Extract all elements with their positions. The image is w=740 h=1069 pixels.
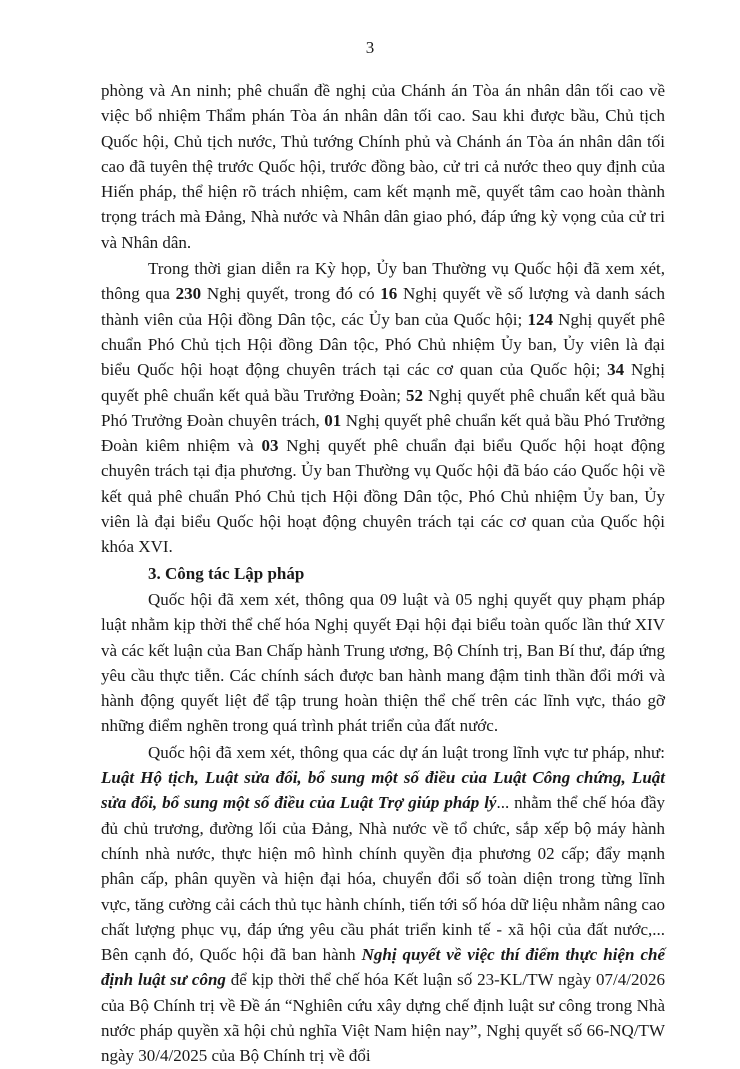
count-local-delegate-resolutions: 03 [261,436,279,456]
paragraph-continuation: phòng và An ninh; phê chuẩn đề nghị của Chánh án Tòa án nhân dân tối cao về việc bổ nhiệm Thẩm phán Tòa án nhân dân tối cao. Sau khi được bầu, Chủ tịch Quốc hội, Chủ tịch nước, Thủ tướng Chính phủ và Chánh án Tòa án nhân dân tối cao đã tuyên thệ trước Quốc hội, trước đồng bào, cử tri cả nước theo quy định của Hiến pháp, thể hiện rõ trách nhiệm, cam kết mạnh mẽ, quyết tâm cao hoàn thành trọng trách mà Đảng, Nhà nước và Nhân dân giao phó, đáp ứng kỳ vọng của cử tri và Nhân dân. [101,81,665,252]
paragraph-judicial-laws: Quốc hội đã xem xét, thông qua các dự án luật trong lĩnh vực tư pháp, như: Luật Hộ tịch, Luật sửa đổi, bổ sung một số điều của Luật Công chứng, Luật sửa đổi, bổ sung một số điều của Luật Trợ giúp pháp lý... nhằm thể chế hóa đầy đủ chủ trương, đường lối của Đảng, Nhà nước về tổ chức, sắp xếp bộ máy hành chính nhà nước, thực hiện mô hình chính quyền địa phương 02 cấp; đẩy mạnh phân cấp, phân quyền và hiện đại hóa, chuyển đổi số toàn diện trong từng lĩnh vực, tăng cường cải cách thủ tục hành chính, tiến tới số hóa dữ liệu nhằm nâng cao chất lượng phục vụ, đáp ứng yêu cầu phát triển kinh tế - xã hội của đất nước,... Bên cạnh đó, Quốc hội đã ban hành Nghị quyết về việc thí điểm thực hiện chế định luật sư công để kịp thời thể chế hóa Kết luận số 23-KL/TW ngày 07/4/2026 của Bộ Chính trị về Đề án “Nghiên cứu xây dựng chế định luật sư công trong Nhà nước pháp quyền xã hội chủ nghĩa Việt Nam hiện nay”, Nghị quyết số 66-NQ/TW ngày 30/4/2025 của Bộ Chính trị về đổi [101,742,665,1066]
count-approval-resolutions: 124 [527,309,553,329]
resolution-title-emphasis: Nghị quyết về việc thí điểm thực hiện chế định luật sư công [101,945,665,990]
count-delegation-head-resolutions: 34 [607,360,625,380]
law-titles-emphasis: Luật Hộ tịch, Luật sửa đổi, bổ sung một số điều của Luật Công chứng, Luật sửa đổi, bổ sung một số điều của Luật Trợ giúp pháp lý [101,768,665,813]
paragraph-legislation-overview: Quốc hội đã xem xét, thông qua 09 luật và 05 nghị quyết quy phạm pháp luật nhằm kịp thời thể chế hóa Nghị quyết Đại hội đại biểu toàn quốc lần thứ XIV và các kết luận của Ban Chấp hành Trung ương, Bộ Chính trị, Ban Bí thư, đáp ứng yêu cầu thực tiễn. Các chính sách được ban hành mang đậm tinh thần đổi mới và hành động quyết liệt để tập trung hoàn thiện thể chế trên các lĩnh vực, tháo gỡ những điểm nghẽn trong quá trình phát triển của đất nước. [101,589,665,736]
count-membership-resolutions: 16 [380,284,398,304]
count-total-resolutions: 230 [175,284,202,304]
paragraph-standing-committee-resolutions: Trong thời gian diễn ra Kỳ họp, Ủy ban Thường vụ Quốc hội đã xem xét, thông qua 230 Nghị quyết, trong đó có 16 Nghị quyết về số lượng và danh sách thành viên của Hội đồng Dân tộc, các Ủy ban của Quốc hội; 124 Nghị quyết phê chuẩn Phó Chủ tịch Hội đồng Dân tộc, Phó Chủ nhiệm Ủy ban, Ủy viên là đại biểu Quốc hội hoạt động chuyên trách tại các cơ quan của Quốc hội; 34 Nghị quyết phê chuẩn kết quả bầu Trưởng Đoàn; 52 Nghị quyết phê chuẩn kết quả bầu Phó Trưởng Đoàn chuyên trách, 01 Nghị quyết phê chuẩn kết quả bầu Phó Trưởng Đoàn kiêm nhiệm và 03 Nghị quyết phê chuẩn đại biểu Quốc hội hoạt động chuyên trách tại địa phương. Ủy ban Thường vụ Quốc hội đã báo cáo Quốc hội về kết quả phê chuẩn Phó Chủ tịch Hội đồng Dân tộc, Phó Chủ nhiệm Ủy ban, Ủy viên là đại biểu Quốc hội hoạt động chuyên trách tại các cơ quan của Quốc hội khóa XVI. [101,259,666,557]
page-number: 3 [365,38,375,57]
document-body [101,78,665,1069]
count-deputy-head-fulltime-resolutions: 52 [405,385,423,405]
count-deputy-head-parttime-resolutions: 01 [324,410,342,430]
section-heading-legislation: 3. Công tác Lập pháp [148,563,305,583]
